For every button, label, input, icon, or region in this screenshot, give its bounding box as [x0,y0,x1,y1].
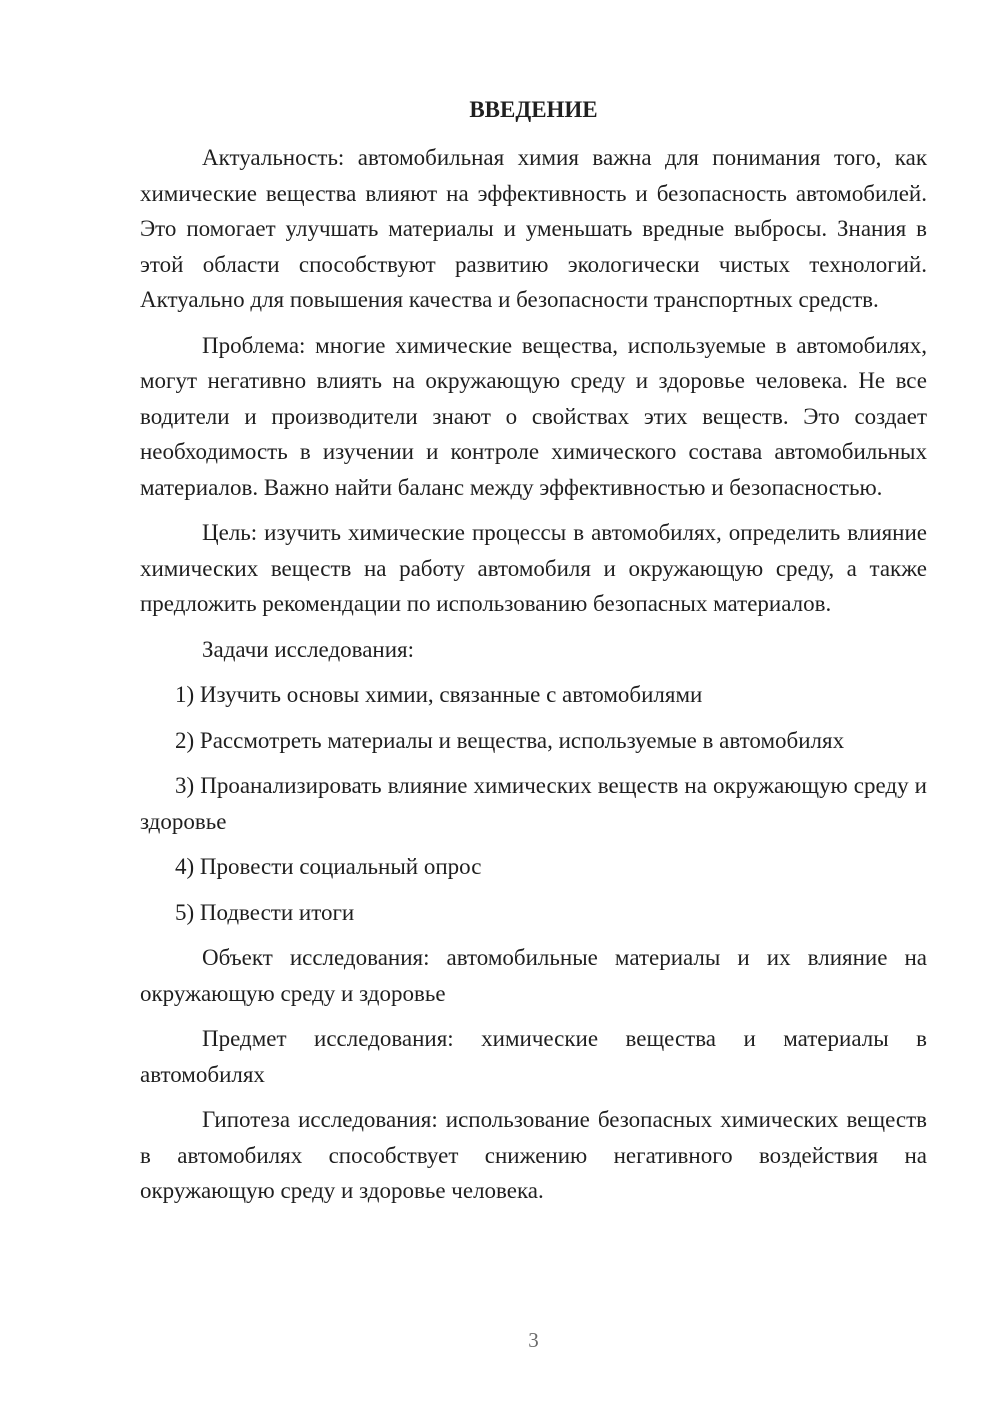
paragraph-goal: Цель: изучить химические процессы в автомобилях, определить влияние химических веществ на работу автомобиля и окружающую среду, а также предложить рекомендации по использованию безопасных материалов. [140,520,927,616]
paragraph-relevance: Актуальность: автомобильная химия важна для понимания того, как химические вещества влияют на эффективность и безопасность автомобилей. Это помогает улучшать материалы и уменьшать вредные выбросы. Знания в этой области способствуют развитию экологически чистых технологий. Актуально для повышения качества и безопасности транспортных средств. [140,145,927,312]
paragraph-research-subject: Предмет исследования: химические вещества и материалы в автомобилях [140,1026,927,1087]
task-item-2: 2) Рассмотреть материалы и вещества, используемые в автомобилях [175,727,845,753]
task-item-4: 4) Провести социальный опрос [175,854,482,879]
task-item-5: 5) Подвести итоги [175,899,355,925]
paragraph-research-object: Объект исследования: автомобильные материалы и их влияние на окружающую среду и здоровье [140,945,927,1006]
tasks-heading: Задачи исследования: [202,636,415,662]
task-item-3: 3) Проанализировать влияние химических веществ на окружающую среду и здоровье [140,773,927,834]
paragraph-hypothesis: Гипотеза исследования: использование безопасных химических веществ в автомобилях способствует снижению негативного воздействия на окружающую среду и здоровье человека. [140,1107,927,1203]
page-title: ВВЕДЕНИЕ [469,97,598,122]
paragraph-problem: Проблема: многие химические вещества, используемые в автомобилях, могут негативно влиять на окружающую среду и здоровье человека. Не все водители и производители знают о свойствах этих веществ. Это создает необходимость в изучении и контроле химического состава автомобильных материалов. Важно найти баланс между эффективностью и безопасностью. [140,332,927,500]
task-item-1: 1) Изучить основы химии, связанные с автомобилями [175,682,703,707]
page-number: 3 [528,1328,539,1352]
